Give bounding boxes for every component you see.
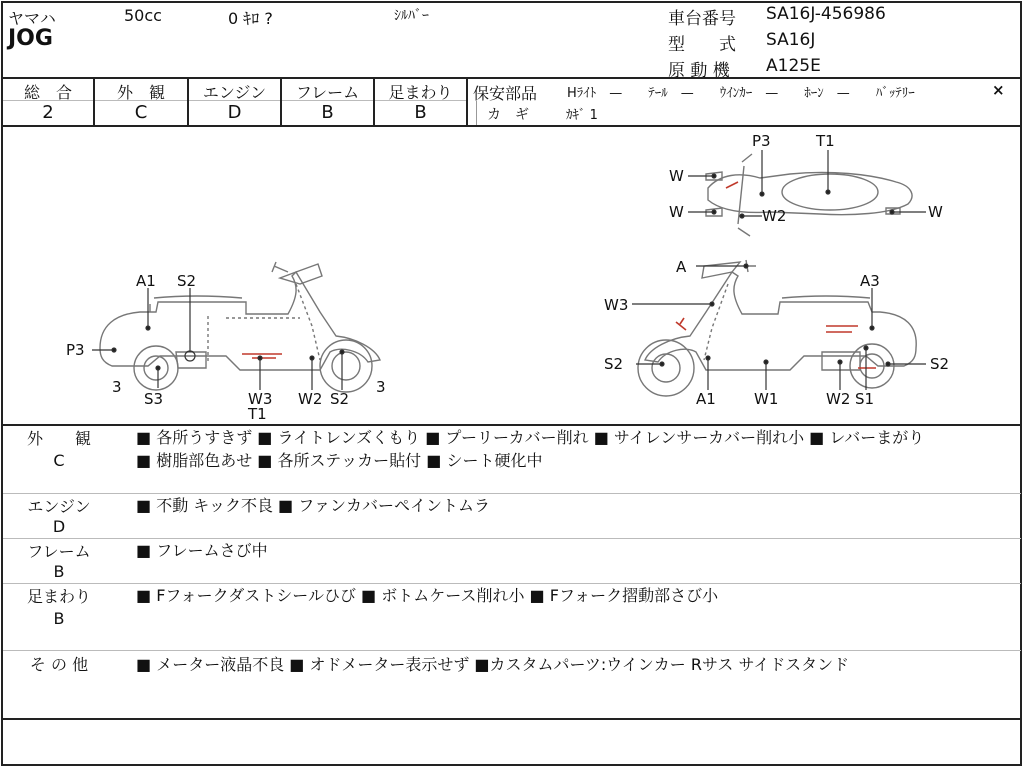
defect-category-other: そ の 他 [29,655,89,674]
diagram-label: S2 [930,355,950,373]
defect-line-engine-1: ■ 不動 キック不良 ■ ファンカバーペイントムラ [136,496,490,515]
defect-grade-suspension: B [53,609,65,628]
rating-header-frame: フレーム [295,83,360,102]
diagram-label: W2 [762,207,787,225]
chassis-label: 車台番号 [668,9,736,29]
defect-line-frame-1: ■ フレームさび中 [136,541,268,560]
rating-value-suspension: B [414,102,427,123]
rating-header-suspension: 足まわり [388,83,453,102]
rating-header-engine: エンジン [202,83,267,102]
rule [3,650,1021,651]
maker: ヤマハ [8,9,56,28]
defect-line-exterior-2: ■ 樹脂部色あせ ■ 各所ステッカー貼付 ■ シート硬化中 [136,451,543,470]
defect-grade-frame: B [53,562,65,581]
chassis-value: SA16J-456986 [766,4,886,24]
diagram-label: T1 [248,405,267,423]
key-value: ｶｷﾞ 1 [566,108,598,123]
rating-header-overall: 総 合 [23,83,72,102]
rating-value-exterior: C [134,102,148,123]
rule [466,78,468,126]
defect-grade-engine: D [52,517,66,536]
type-value: SA16J [766,30,816,50]
safety-items: Hﾗｲﾄ — ﾃｰﾙ — ｳｲﾝｶｰ — ﾎｰﾝ — ﾊﾞｯﾃﾘｰ [567,86,915,101]
engine-label: 原 動 機 [668,61,730,81]
defect-line-suspension-1: ■ Fフォークダストシールひび ■ ボトムケース削れ小 ■ Fフォーク摺動部さび小 [136,586,719,605]
top-scooter-drawing [706,154,912,236]
diagram-label: W [928,203,943,221]
diagram-label: A3 [860,272,880,290]
diagram-label: W [669,203,684,221]
diagram-label: P3 [66,341,85,359]
diagram-label: S2 [604,355,624,373]
rating-value-engine: D [227,102,242,123]
diagram-label: W3 [604,296,629,314]
defect-line-exterior-1: ■ 各所うすきず ■ ライトレンズくもり ■ プーリーカバー削れ ■ サイレンサーカバー削れ小 ■ レバーまがり [136,428,925,447]
defect-category-suspension: 足まわり [26,587,91,606]
diagram-label: 3 [376,378,386,396]
rule [1,77,1022,79]
diagram-label: S2 [330,390,350,408]
diagram-label: S1 [855,390,875,408]
rating-value-overall: 2 [42,102,54,123]
defect-category-exterior: 外 観 [26,429,91,448]
displacement: 50cc [124,6,162,25]
defect-line-other-1: ■ メーター液晶不良 ■ オドメーター表示せず ■カスタムパーツ:ウインカー Rサス サイドスタンド [136,655,850,674]
type-label: 型 式 [668,35,736,55]
rating-header-exterior: 外 観 [116,83,165,102]
diagram-label: W [669,167,684,185]
rating-value-frame: B [321,102,334,123]
diagram-label: S2 [177,272,197,290]
safety-label: 保安部品 [473,84,538,103]
color: ｼﾙﾊﾞｰ [394,8,429,24]
rule [476,101,477,125]
diagram-label: W2 [826,390,851,408]
rule [1,718,1022,720]
diagram-label: W2 [298,390,323,408]
engine-value: A125E [766,56,821,76]
diagram-label: S3 [144,390,164,408]
model-name: JOG [8,26,53,51]
diagram-label: 3 [112,378,122,396]
diagram-label: W3 [248,390,273,408]
defect-grade-exterior: C [53,451,65,470]
damage-diagram [0,126,1024,426]
diagram-label: T1 [816,132,835,150]
key-label: カ ギ [487,107,529,123]
defect-category-frame: フレーム [27,542,91,561]
diagram-label: P3 [752,132,771,150]
defect-category-engine: エンジン [27,497,91,516]
diagram-label: A1 [696,390,716,408]
diagram-label: A [676,258,687,276]
diagram-label: A1 [136,272,156,290]
battery-mark: × [992,81,1005,99]
diagram-label: W1 [754,390,779,408]
mileage: 0 ｷﾛ ? [228,9,273,28]
